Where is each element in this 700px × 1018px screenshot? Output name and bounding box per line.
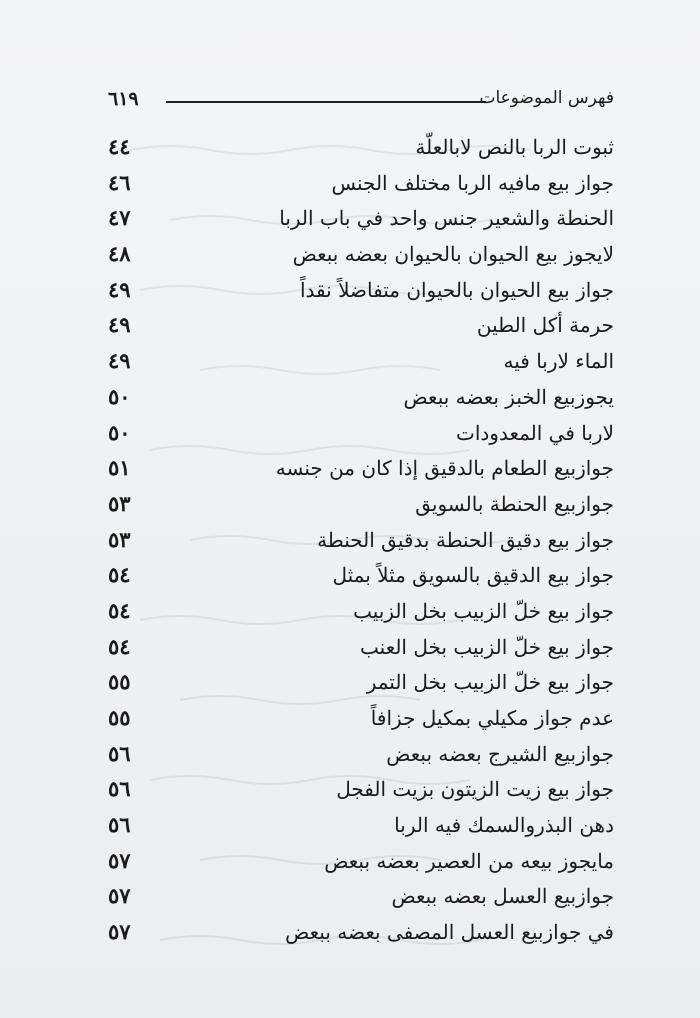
index-entry [108, 846, 614, 882]
index-entry [108, 418, 614, 454]
index-entry [108, 310, 614, 346]
entry-title: دهن البذروالسمك فيه الربا [394, 813, 614, 838]
index-entry [108, 560, 614, 596]
entry-title: يجوزبيع الخبز بعضه ببعض [403, 384, 614, 409]
index-entry [108, 596, 614, 632]
entry-title: جواز بيع خلّ الزبيب بخل الزبيب [353, 598, 614, 623]
entry-page-number: ٤٩ [108, 276, 131, 302]
running-title: فهرس الموضوعات [479, 88, 614, 108]
entry-title: جواز بيع دقيق الحنطة بدقيق الحنطة [317, 527, 614, 552]
index-entry [108, 739, 614, 775]
index-entry [108, 917, 614, 953]
entry-page-number: ٤٤ [108, 134, 131, 159]
entry-page-number: ٤٩ [108, 312, 131, 338]
index-entry [108, 810, 614, 846]
entry-title: الحنطة والشعير جنس واحد في باب الربا [279, 206, 614, 231]
entry-page-number: ٥٥ [108, 705, 131, 730]
entry-page-number: ٤٦ [108, 169, 131, 195]
header-rule [166, 101, 486, 103]
entry-page-number: ٥٦ [108, 776, 131, 802]
entry-title: في جوازبيع العسل المصفى بعضه ببعض [285, 920, 614, 945]
entry-page-number: ٤٨ [108, 241, 131, 267]
entry-title: عدم جواز مكيلي بمكيل جزافاً [370, 706, 614, 730]
entry-title: جواز بيع الحيوان بالحيوان متفاضلاً نقداً [299, 277, 614, 302]
entry-page-number: ٥٤ [108, 562, 131, 588]
index-entry [108, 132, 614, 168]
entry-title: جواز بيع الدقيق بالسويق مثلاً بمثل [332, 563, 614, 588]
entry-page-number: ٥٧ [108, 847, 131, 873]
index-entry [108, 703, 614, 739]
entry-title: ثبوت الربا بالنص لابالعلّة [415, 135, 614, 159]
entry-page-number: ٥٠ [108, 419, 131, 445]
entry-page-number: ٥٠ [108, 383, 131, 409]
page-header [108, 88, 614, 114]
entry-title: لايجوز بيع الحيوان بالحيوان بعضه ببعض [292, 242, 614, 267]
entry-title: حرمة أكل الطين [476, 313, 614, 338]
index-entry [108, 667, 614, 703]
index-entry [108, 275, 614, 311]
entry-title: مايجوز بيعه من العصير بعضه ببعض [324, 848, 614, 873]
entry-title: جواز بيع خلّ الزبيب بخل التمر [366, 670, 614, 695]
entry-title: جوازبيع الحنطة بالسويق [415, 491, 614, 516]
entry-title: لاربا في المعدودات [456, 420, 614, 445]
entry-page-number: ٥٥ [108, 669, 131, 695]
index-entry [108, 489, 614, 525]
index-entry [108, 881, 614, 917]
entry-page-number: ٥٧ [108, 919, 131, 945]
page-number: ٦١٩ [108, 88, 139, 110]
index-entry [108, 168, 614, 204]
index-entry [108, 346, 614, 382]
entry-title: جوازبيع الشيرج بعضه ببعض [386, 741, 614, 766]
entry-page-number: ٥٧ [108, 883, 131, 909]
entry-title: جوازبيع الطعام بالدقيق إذا كان من جنسه [275, 456, 614, 481]
index-entry [108, 239, 614, 275]
entry-title: جواز بيع زيت الزيتون بزيت الفجل [336, 777, 614, 802]
index-entry [108, 632, 614, 668]
entry-page-number: ٥٤ [108, 633, 131, 659]
entry-page-number: ٤٧ [108, 205, 131, 231]
entry-page-number: ٥٦ [108, 812, 131, 838]
index-entry [108, 453, 614, 489]
entry-title: جواز بيع مافيه الربا مختلف الجنس [331, 170, 614, 195]
index-entry [108, 525, 614, 561]
index-entry [108, 203, 614, 239]
entry-title: جوازبيع العسل بعضه ببعض [391, 884, 614, 909]
index-entry [108, 774, 614, 810]
entry-page-number: ٥١ [108, 455, 131, 481]
entry-title: جواز بيع خلّ الزبيب بخل العنب [360, 634, 614, 659]
entry-page-number: ٥٣ [108, 526, 131, 552]
index-entries-list [108, 132, 614, 953]
index-entry [108, 382, 614, 418]
entry-page-number: ٤٩ [108, 348, 131, 374]
entry-page-number: ٥٣ [108, 490, 131, 516]
entry-title: الماء لاربا فيه [503, 349, 614, 374]
entry-page-number: ٥٦ [108, 740, 131, 766]
entry-page-number: ٥٤ [108, 597, 131, 623]
